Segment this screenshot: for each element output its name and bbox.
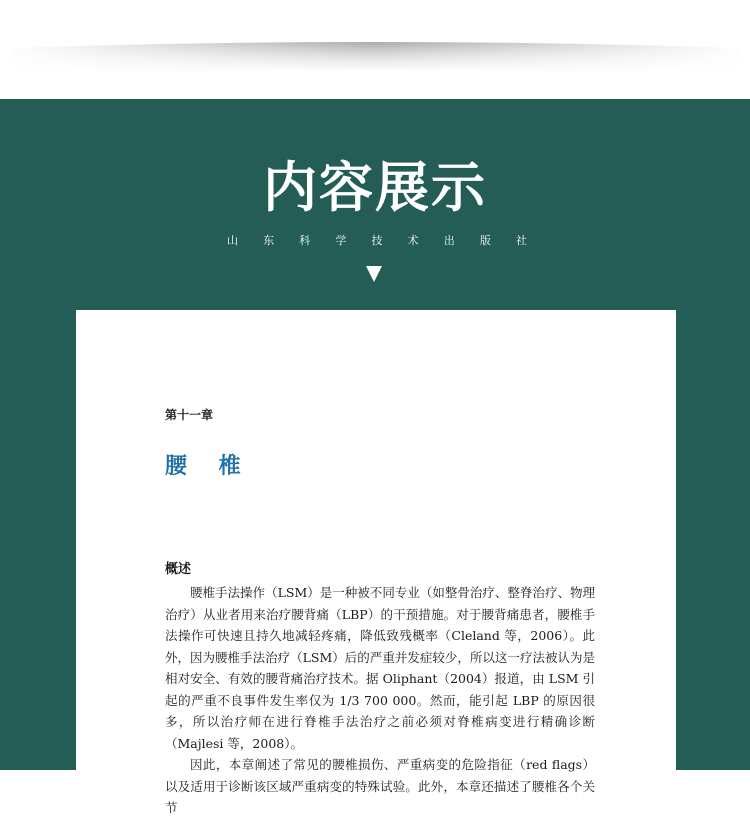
chapter-label: 第十一章 [165,408,214,422]
publisher-char: 技 [371,234,383,247]
top-band [0,0,750,99]
chapter-title: 腰 椎 [165,453,253,479]
publisher-char: 山 [227,234,238,247]
header-title: 内容展示 [263,155,487,219]
shadow-decoration [0,0,750,99]
publisher-char: 术 [407,234,419,247]
book-page [76,310,676,815]
section-heading: 概述 [165,562,192,577]
paragraph: 腰椎手法操作（LSM）是一种被不同专业（如整骨治疗、整脊治疗、物理治疗）从业者用来治疗腰背痛（LBP）的干预措施。对于腰背痛患者，腰椎手法操作可快速且持久地减轻疼痛，降低致残概率（Cleland 等，2006）。此外，因为腰椎手法治疗（LSM）后的严重并发症较少，所以这一疗法被认为是相对安全、有效的腰背痛治疗技术。据 Oliphant（2004）报道，由 LSM 引起的严重不良事件发生率仅为 1/3 700 000。然而，能引起 LBP 的原因很多，所以治疗师在进行脊椎手法治疗之前必须对脊椎病变进行精确诊断（Majlesi 等，2008）。 [165,585,595,751]
down-arrow-icon [366,266,382,282]
publisher-char: 学 [335,234,347,247]
publisher-char: 版 [479,234,491,247]
publisher-char: 科 [299,234,311,247]
paragraph: 因此，本章阐述了常见的腰椎损伤、严重病变的危险指征（red flags）以及适用于诊断该区域严重病变的特殊试验。此外，本章还描述了腰椎各个关节 [165,757,595,815]
publisher-char: 出 [443,234,455,247]
publisher-char: 东 [263,234,275,247]
body-text [165,582,595,819]
publisher-char: 社 [516,234,527,247]
